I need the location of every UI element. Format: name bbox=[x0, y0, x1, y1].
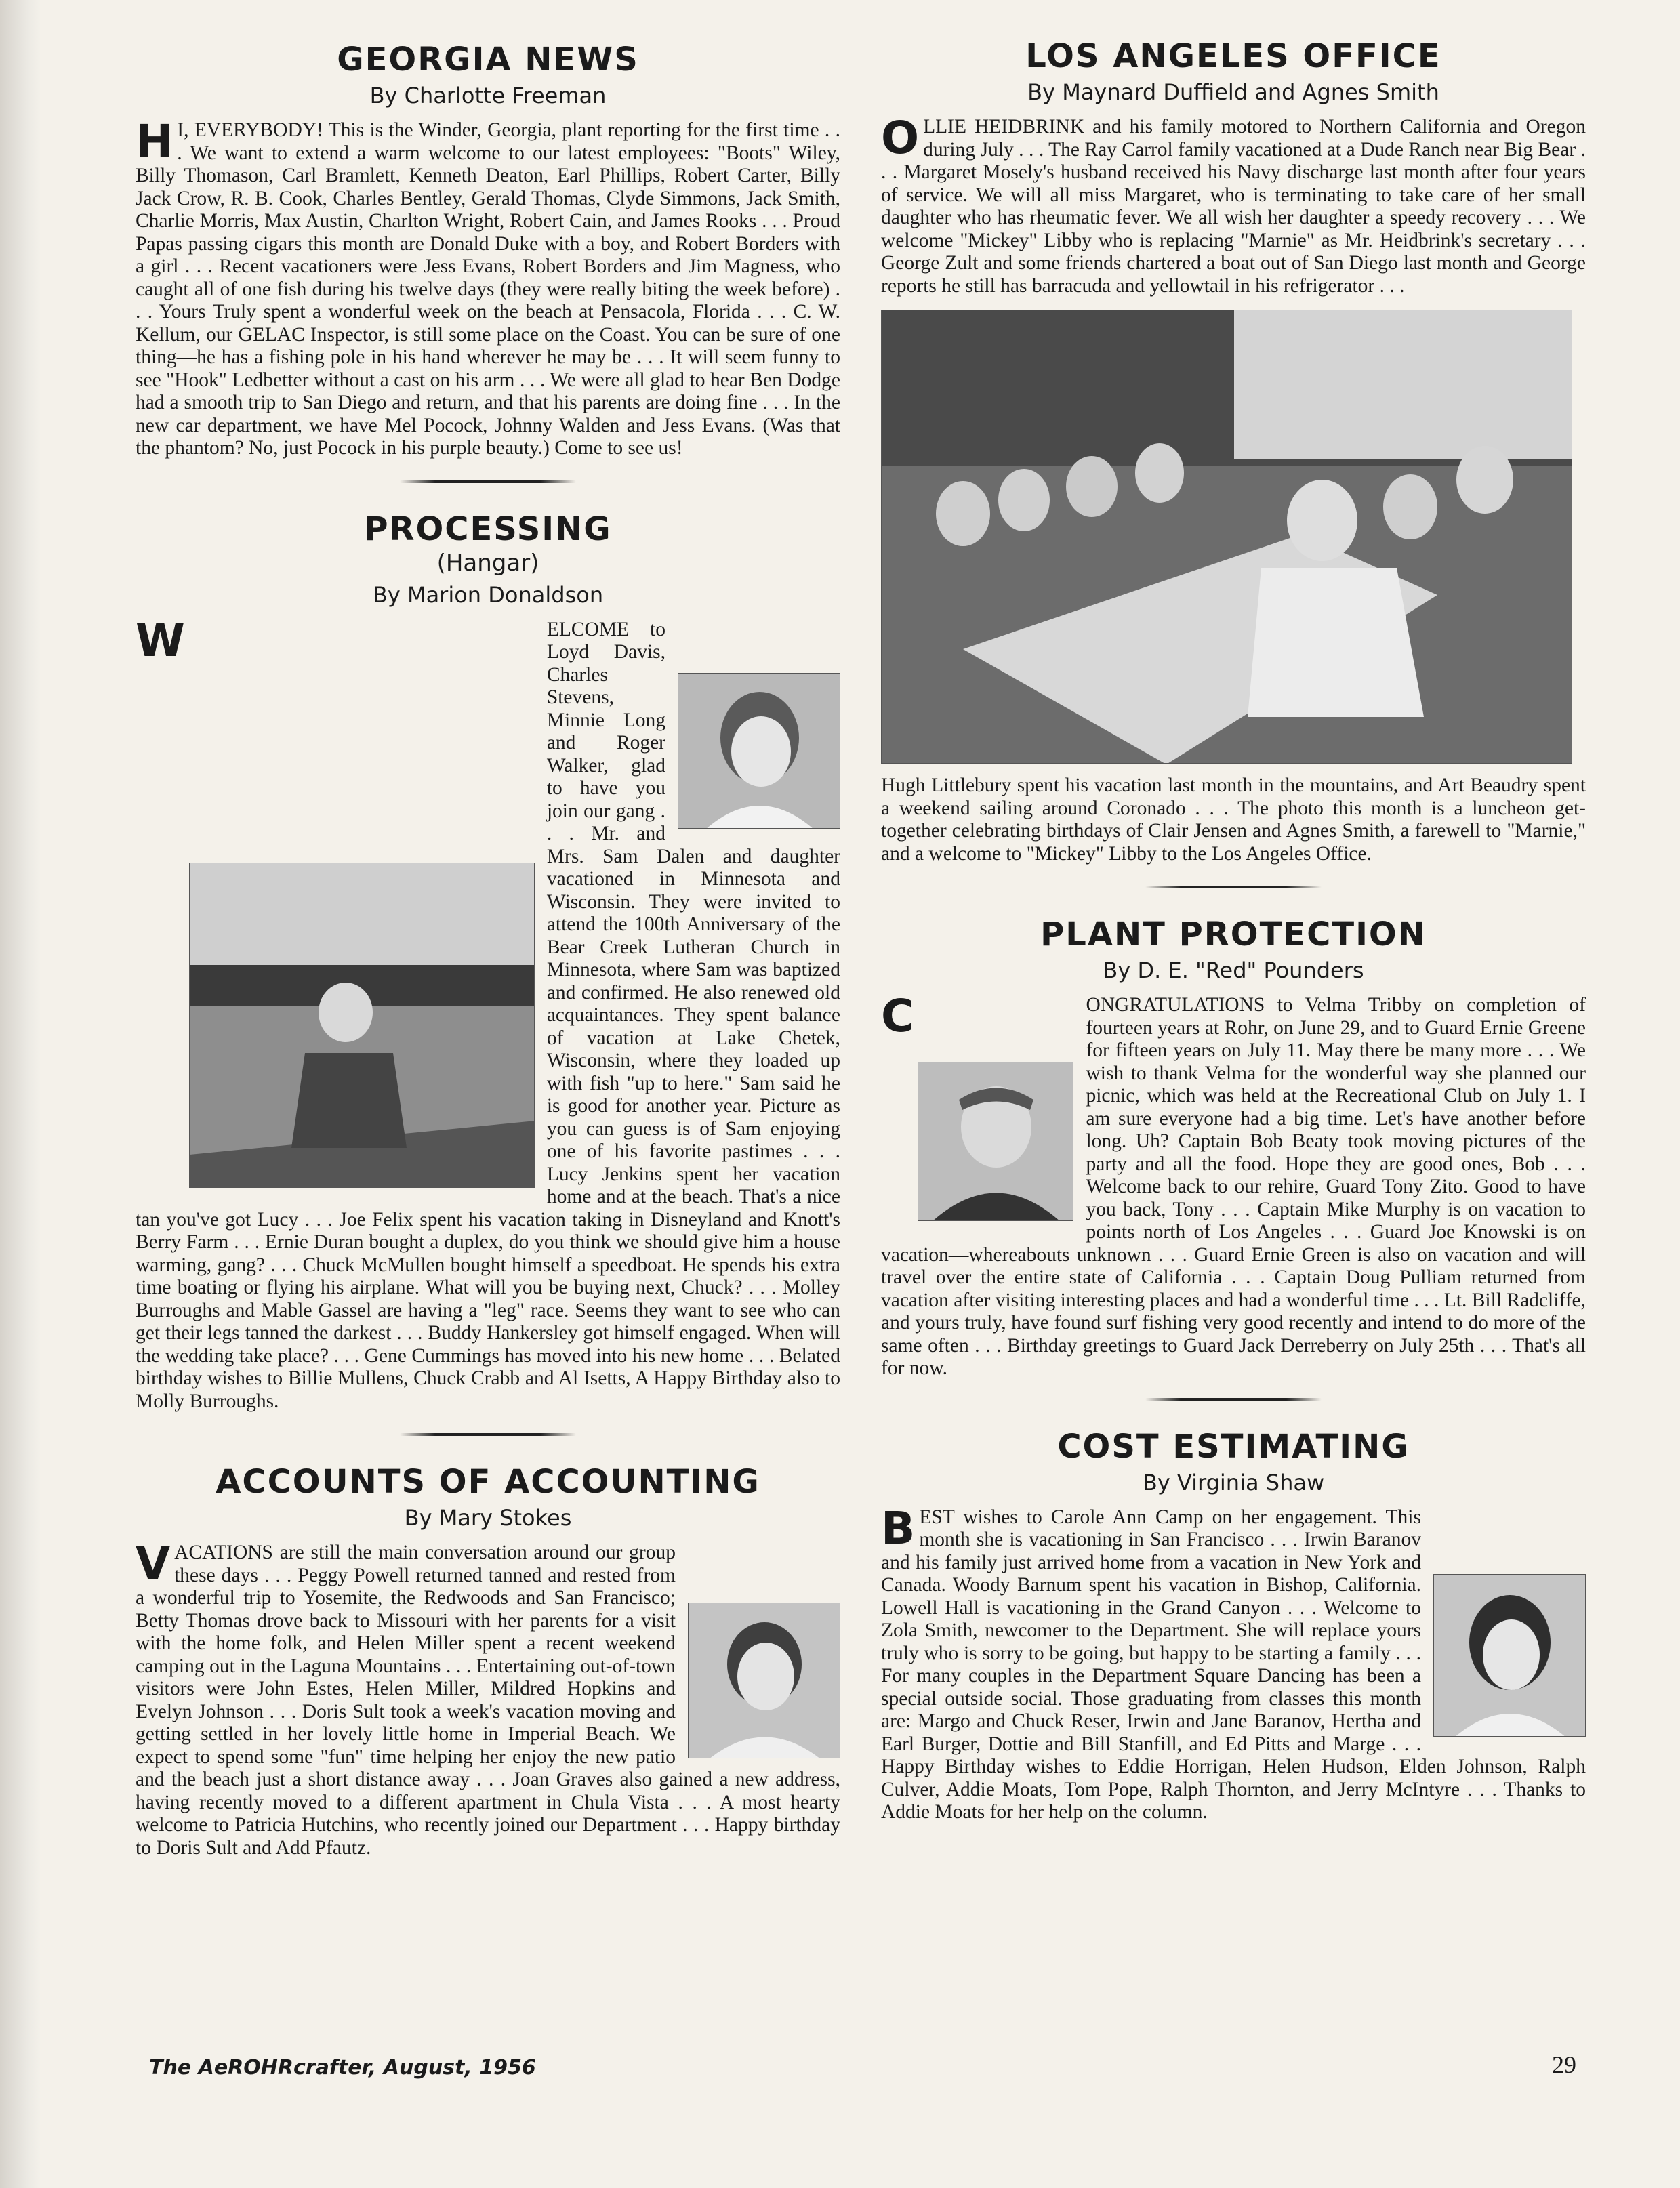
plant-protection-article bbox=[881, 915, 1586, 1380]
article-title: COST ESTIMATING bbox=[1057, 1427, 1410, 1466]
article-byline: By Maynard Duffield and Agnes Smith bbox=[1027, 79, 1439, 105]
los-angeles-office-article bbox=[881, 37, 1586, 865]
drop-cap: W bbox=[136, 614, 185, 667]
photo-caption: Hugh Littlebury spent his vacation last month in the mountains, and Art Beaudry spent a weekend sailing around Coronado . . . The photo this month is a luncheon get-together celebrating birthdays of Clair Jensen and Agnes Smith, a farewell to "Marnie," and a welcome to "Mickey" Libby to the Los Angeles Office. bbox=[881, 775, 1586, 865]
left-column bbox=[136, 41, 840, 1859]
page-fold-shadow bbox=[0, 0, 41, 2188]
drop-cap: B bbox=[881, 1502, 916, 1554]
portrait-photo bbox=[688, 1603, 840, 1758]
section-divider bbox=[400, 1433, 576, 1436]
article-body bbox=[136, 115, 840, 460]
article-body bbox=[881, 990, 1586, 1380]
portrait-photo bbox=[678, 673, 840, 829]
woman-portrait-image bbox=[1434, 1575, 1586, 1737]
article-text: ONGRATULATIONS to Velma Tribby on completion of fourteen years at Rohr, on June 29, and to Guard Ernie Greene for fifteen years on July 11. May there be many more . . . We wish to thank Velma for the wonderful way she planned our picnic, which was held at the Recreational Club on July 1. I am sure everyone had a big time. Let's have another before long. Uh? Captain Bob Beaty took moving pictures of the party and all the food. Hope they are good ones, Bob . . . Welcome back to our rehire, Guard Tony Zito. Good to have you back, Tony . . . Captain Mike Murphy is on vacation to points north of Los Angeles . . . Guard Joe Knowski is on vacation—whereabouts unknown . . . Guard Ernie Green is also on vacation and will travel over the entire state of California . . . Captain Doug Pulliam returned from vacation after visiting interesting places and had a wonderful time . . . Lt. Bill Radcliffe, and yours truly, have found surf fishing very good recently and intend to do more of the same often . . . Birthday greetings to Guard Jack Derreberry on July 25th . . . That's all for now. bbox=[881, 994, 1586, 1379]
georgia-news-article bbox=[136, 41, 840, 460]
article-text: ACATIONS are still the main conversation around our group these days . . . Peggy Powell returned tanned and rested from a wonderful trip to Yosemite, the Redwoods and San Francisco; Betty Thomas drove back to Missouri with her parents for a visit with the home folk, and Helen Miller spent a recent weekend camping out in the Laguna Mountains . . . Entertaining out-of-town visitors were John Estes, Helen Miller, Mildred Hopkins and Evelyn Johnson . . . Doris Sult took a week's vacation moving and getting settled in her lovely little home in Imperial Beach. We expect to spend some "fun" time helping her enjoy the new patio and the beach just a short distance away . . . Joan Graves also gained a new address, having recently moved to a different apartment in Chula Vista . . . A most hearty welcome to Patricia Hutchins, who recently joined our Department . . . Happy birthday to Doris Sult and Add Pfautz. bbox=[136, 1542, 840, 1859]
drop-cap: O bbox=[881, 112, 920, 164]
article-body bbox=[881, 1502, 1586, 1824]
article-title: PROCESSING bbox=[364, 510, 612, 548]
article-body bbox=[136, 614, 840, 1413]
drop-cap: H bbox=[136, 115, 173, 167]
cost-estimating-article bbox=[881, 1428, 1586, 1824]
woman-portrait-image bbox=[689, 1603, 840, 1758]
woman-portrait-image bbox=[678, 674, 840, 829]
luncheon-group-photo bbox=[881, 310, 1572, 764]
article-body bbox=[881, 112, 1586, 297]
drop-cap: V bbox=[136, 1537, 171, 1590]
right-column bbox=[881, 37, 1586, 1824]
article-byline: By Virginia Shaw bbox=[1142, 1469, 1325, 1495]
publication-footer: The AeROHRcrafter, August, 1956 bbox=[149, 2056, 536, 2080]
section-divider bbox=[1145, 886, 1322, 888]
article-byline: By Mary Stokes bbox=[404, 1505, 572, 1531]
article-subtitle: (Hangar) bbox=[436, 549, 539, 577]
drop-cap: C bbox=[881, 990, 914, 1042]
boat-fishing-photo bbox=[189, 863, 535, 1188]
article-byline: By D. E. "Red" Pounders bbox=[1103, 957, 1364, 983]
luncheon-group-image bbox=[882, 310, 1572, 764]
article-title: LOS ANGELES OFFICE bbox=[1025, 37, 1441, 75]
portrait-photo bbox=[1433, 1574, 1586, 1737]
article-text: EST wishes to Carole Ann Camp on her engagement. This month she is vacationing in San Francisco . . . Irwin Baranov and his family just arrived home from a vacation in New York and Canada. Woody Barnum spent his vacation in Bishop, California. Lowell Hall is vacationing in the Grand Canyon . . . Welcome to Zola Smith, newcomer to the Department. She will replace yours truly who is sorry to be going, but happy to be starting a family . . . For many couples in the Department Square Dancing has been a special outside social. Those graduating from classes this month are: Margo and Chuck Reser, Irwin and Jane Baranov, Hertha and Earl Burger, Dottie and Bill Stanfill, and Ed Pitts and Marge . . . Happy Birthday wishes to Eddie Horrigan, Helen Hudson, Elden Johnson, Ralph Culver, Addie Moats, Tom Pope, Ralph Thornton, and Jerry McIntyre . . . Thanks to Addie Moats for her help on the column. bbox=[881, 1506, 1586, 1823]
article-text: LLIE HEIDBRINK and his family motored to Northern California and Oregon during July . . . The Ray Carrol family vacationed at a Dude Ranch near Big Bear . . . Margaret Mosely's husband received his Navy discharge last month after four years of service. We will all miss Margaret, who is terminating to take care of her small daughter who has rheumatic fever. We all wish her daughter a speedy recovery . . . We welcome "Mickey" Libby who is replacing "Marnie" as Mr. Heidbrink's secretary . . . George Zult and some friends chartered a boat out of San Diego last month and George reports he still has barracuda and yellowtail in his refrigerator . . . bbox=[881, 116, 1586, 297]
article-text: I, EVERYBODY! This is the Winder, Georgia, plant reporting for the first time . . . We want to extend a warm welcome to our latest employees: "Boots" Wiley, Billy Thomason, Carl Bramlett, Kenneth Deaton, Earl Phillips, Robert Carter, Billy Jack Crow, R. B. Cook, Charles Bentley, Gerald Thomas, Clyde Simmons, Jack Smith, Charlie Morris, Max Austin, Charlton Wright, Robert Cain, and James Rooks . . . Proud Papas passing cigars this month are Donald Duke with a boy, and Robert Borders with a girl . . . Recent vacationers were Jess Evans, Robert Borders and Jim Magness, who caught all of one fish during his twelve days (they were really biting the week before) . . . Yours Truly spent a wonderful week on the beach at Pensacola, Florida . . . C. W. Kellum, our GELAC Inspector, is still some place on the Coast. You can be sure of one thing—he has a fishing pole in his hand wherever he may be . . . It will seem funny to see "Hook" Ledbetter without a cast on his arm . . . We were all glad to hear Ben Dodge had a smooth trip to San Diego and return, and that his parents are doing fine . . . In the new car department, we have Mel Pocock, Johnny Walden and Jess Evans. (Was that the phantom? No, just Pocock in his purple beauty.) Come to see us! bbox=[136, 119, 840, 459]
article-title: GEORGIA NEWS bbox=[337, 41, 639, 79]
section-divider bbox=[400, 480, 576, 483]
article-byline: By Marion Donaldson bbox=[372, 581, 604, 608]
article-body bbox=[136, 1537, 840, 1859]
accounting-article bbox=[136, 1463, 840, 1859]
processing-article bbox=[136, 510, 840, 1413]
article-title: PLANT PROTECTION bbox=[1040, 915, 1427, 953]
portrait-photo bbox=[918, 1062, 1073, 1221]
article-text: ELCOME to Loyd Davis, Charles Stevens, Minnie Long and Roger Walker, glad to have you join our gang . . . Mr. and Mrs. Sam Dalen and daughter vacationed in Minnesota and Wisconsin. They were invited to attend the 100th Anniversary of the Bear Creek Lutheran Church in Minnesota, where Sam was baptized and confirmed. He also renewed old acquaintances. They spent balance of vacation at Lake Chetek, Wisconsin, where they loaded up with fish "up to here." Sam said he is good for another year. Picture as you can guess is of Sam enjoying one of his favorite pastimes . . . Lucy Jenkins spent her vacation home and at the beach. That's a nice tan you've got Lucy . . . Joe Felix spent his vacation taking in Disneyland and Knott's Berry Farm . . . Ernie Duran bought a duplex, do you think we should give him a house warming, gang? . . . Chuck McMullen bought himself a speedboat. He spends his extra time boating or flying his airplane. What will you be buying next, Chuck? . . . Molley Burroughs and Mable Gassel are having a "leg" race. Seems they want to see who can get their legs tanned the darkest . . . Buddy Hankersley got himself engaged. When will the wedding take place? . . . Gene Cummings has moved into his new home . . . Belated birthday wishes to Billie Mullens, Chuck Crabb and Al Isetts, A Happy Birthday also to Molly Burroughs. bbox=[136, 618, 840, 1412]
article-byline: By Charlotte Freeman bbox=[369, 83, 607, 108]
man-in-boat-image bbox=[190, 863, 535, 1188]
section-divider bbox=[1145, 1398, 1322, 1401]
man-portrait-image bbox=[918, 1062, 1073, 1221]
article-title: ACCOUNTS OF ACCOUNTING bbox=[216, 1463, 760, 1501]
page-number: 29 bbox=[1552, 2051, 1576, 2078]
